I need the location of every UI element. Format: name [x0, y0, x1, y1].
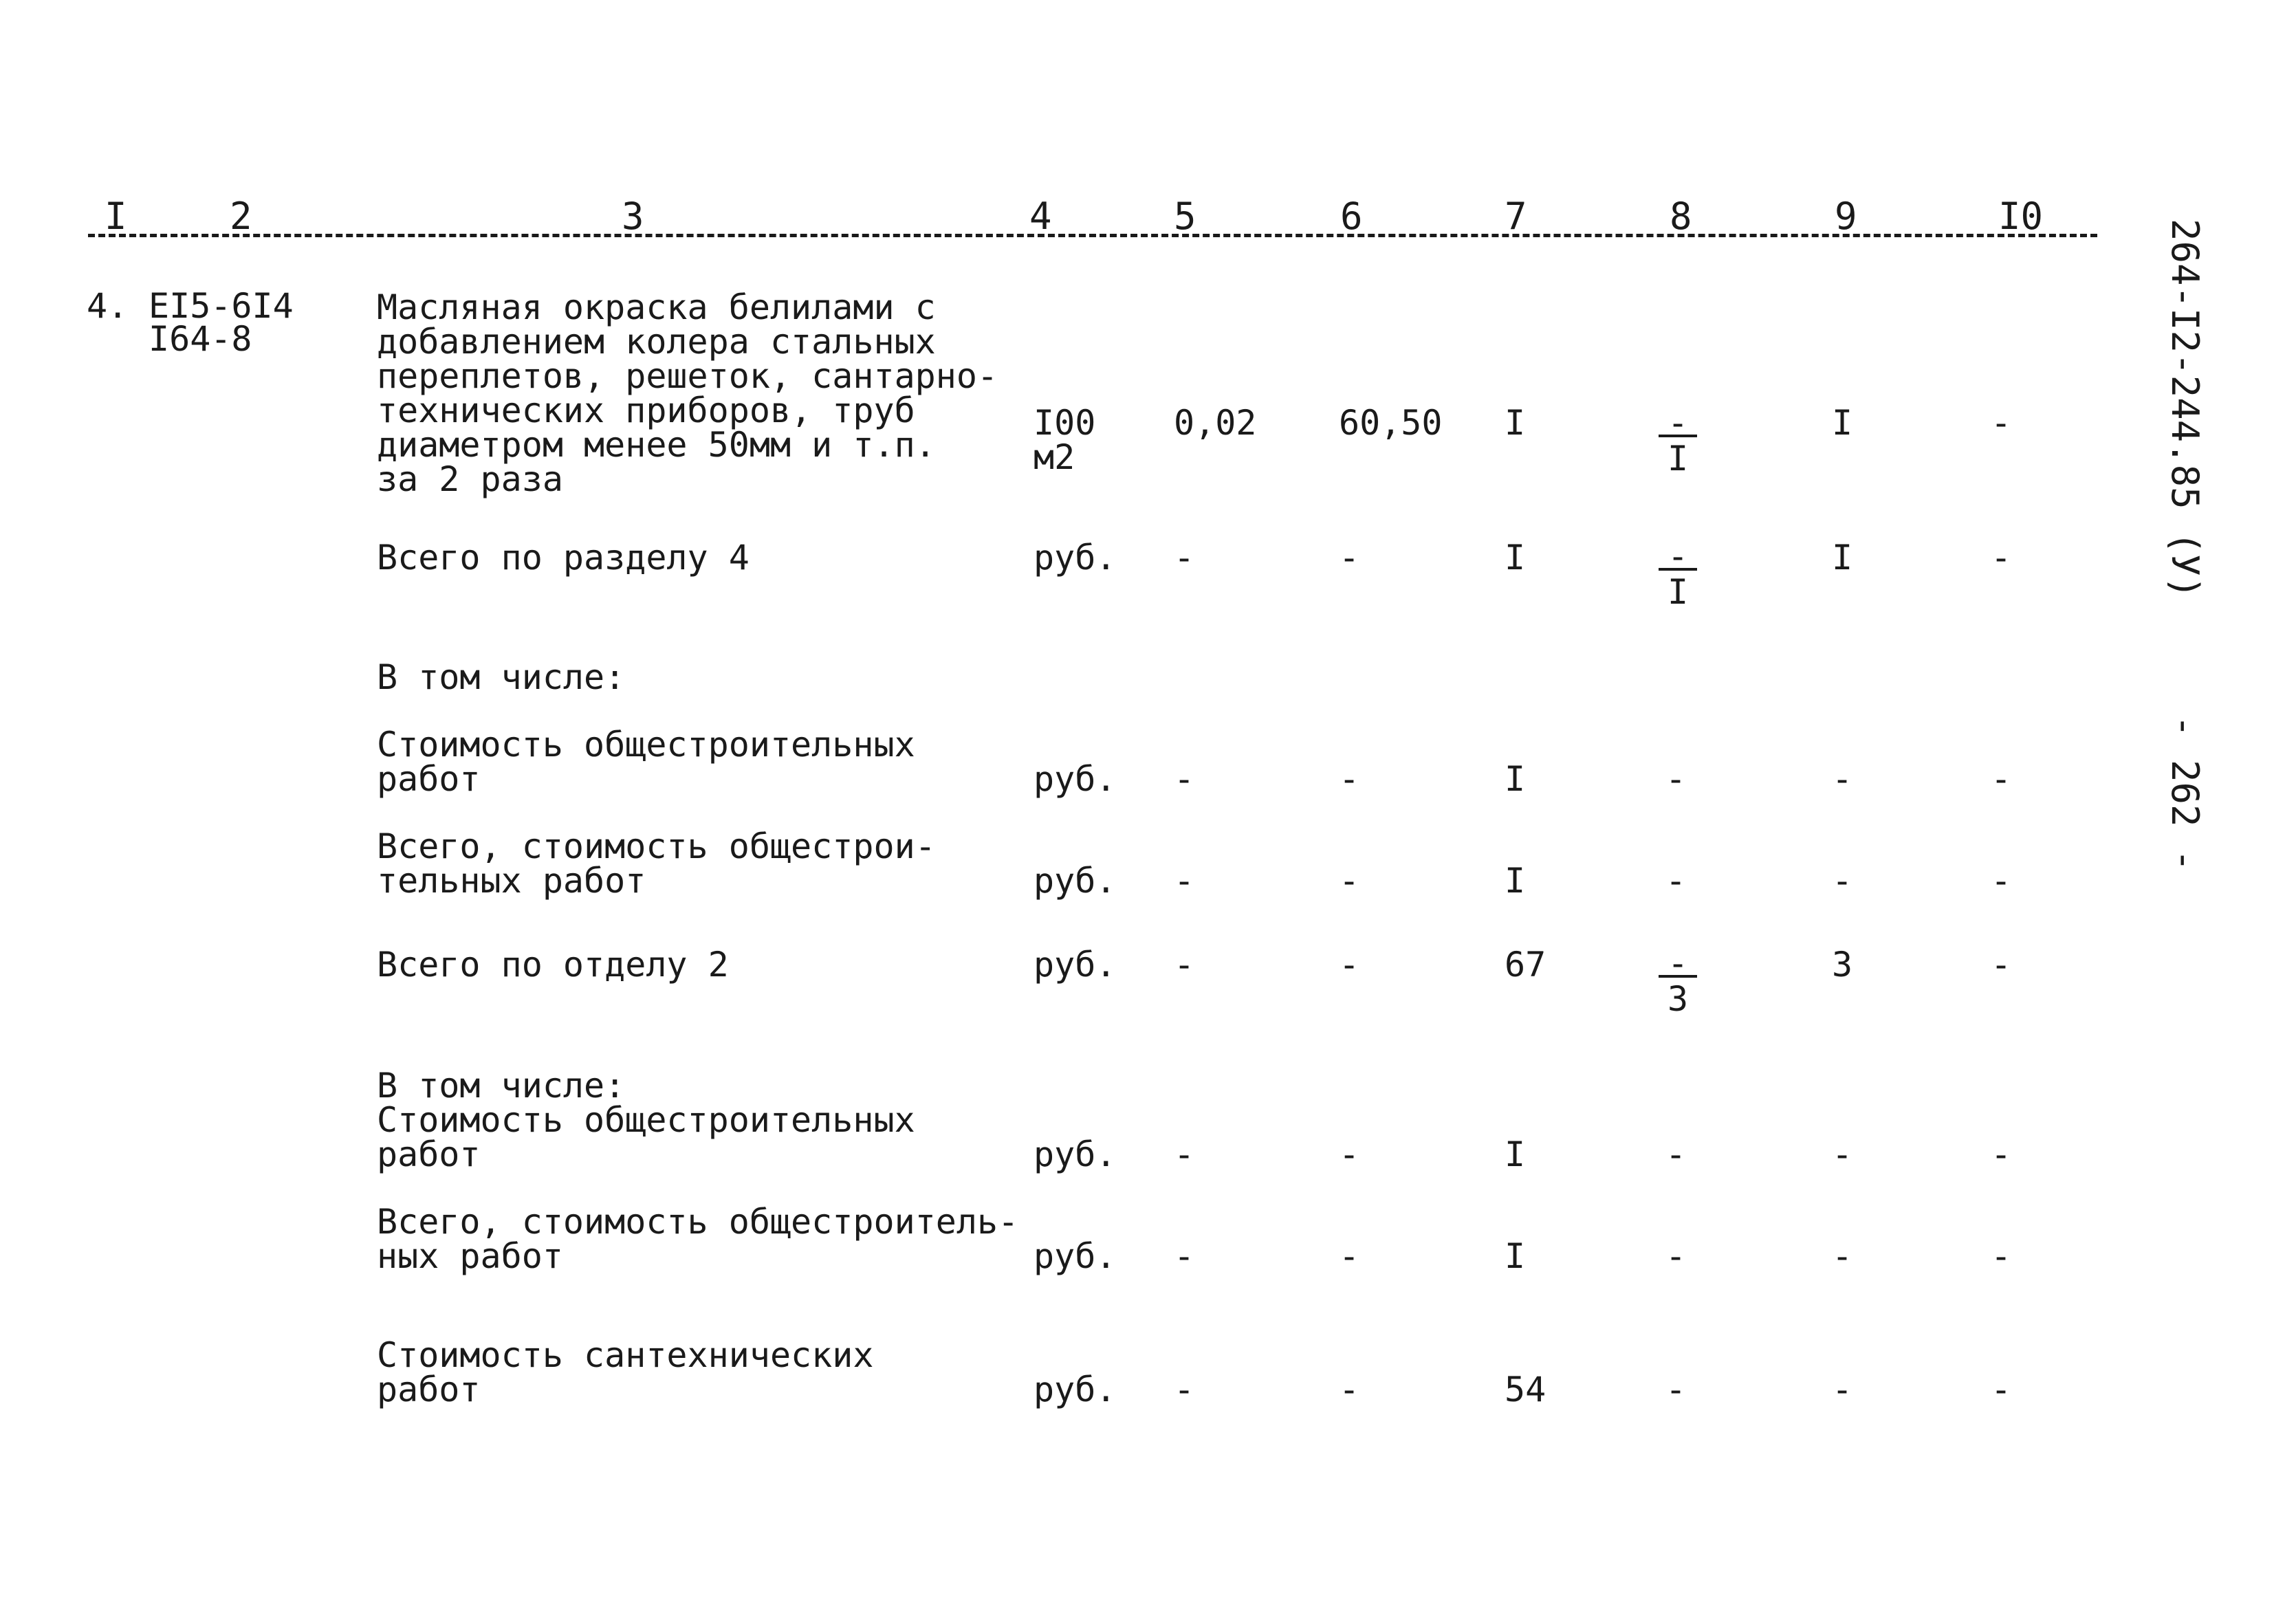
item-quantity: 0,02 — [1174, 403, 1257, 443]
row-cell-10: - — [1991, 1134, 2012, 1174]
item-description-line: добавлением колера стальных — [377, 322, 936, 362]
row-label: Стоимость общестроительных — [377, 1100, 915, 1140]
row-cell-9: - — [1832, 861, 1853, 901]
row-label: Всего по разделу 4 — [377, 538, 750, 578]
row-unit: руб. — [1034, 861, 1117, 901]
column-header-7: 7 — [1505, 195, 1527, 238]
row-cell-7: I — [1505, 1236, 1526, 1276]
row-cell-9: - — [1832, 1134, 1853, 1174]
row-cell-5: - — [1174, 1236, 1195, 1276]
row-cell-8: - — [1665, 1134, 1687, 1174]
row-cell-5: - — [1174, 1370, 1195, 1409]
item-unit: I00 — [1034, 403, 1096, 443]
row-cell-6: - — [1339, 1370, 1360, 1409]
column-header-1: I — [105, 195, 127, 238]
row-label: работ — [377, 1370, 481, 1409]
row-cell-5: - — [1174, 759, 1195, 799]
row-cell-9: - — [1832, 1370, 1853, 1409]
item-unit-sub: м2 — [1034, 437, 1075, 477]
row-cell-5: - — [1174, 1134, 1195, 1174]
row-cell-7: I — [1505, 759, 1526, 799]
row-cell-7: I — [1505, 1134, 1526, 1174]
row-cell-7: 67 — [1505, 945, 1546, 985]
row-unit: руб. — [1034, 945, 1117, 985]
item-cell-10: - — [1991, 403, 2012, 443]
row-label: В том числе: — [377, 657, 626, 697]
row-cell-6: - — [1339, 759, 1360, 799]
row-cell-10: - — [1991, 861, 2012, 901]
item-code-sub: I64-8 — [149, 319, 252, 359]
row-cell-8: - — [1665, 759, 1687, 799]
item-description-line: диаметром менее 50мм и т.п. — [377, 425, 936, 465]
column-header-6: 6 — [1340, 195, 1363, 238]
row-cell-7: 54 — [1505, 1370, 1546, 1409]
item-description-line: переплетов, решеток, сантарно- — [377, 356, 998, 396]
row-cell-9: - — [1832, 759, 1853, 799]
row-cell-6: - — [1339, 945, 1360, 985]
row-cell-6: - — [1339, 1236, 1360, 1276]
row-cell-10: - — [1991, 1236, 2012, 1276]
fraction-numerator: - — [1667, 403, 1689, 443]
row-cell-10: - — [1991, 945, 2012, 985]
row-cell-8: - — [1665, 861, 1687, 901]
document-code: 264-I2-244.85 (У) — [2163, 219, 2207, 599]
row-cell-5: - — [1174, 538, 1195, 578]
row-label: работ — [377, 1134, 481, 1174]
row-label: Всего по отделу 2 — [377, 945, 729, 985]
item-number: 4. — [87, 286, 129, 326]
row-unit: руб. — [1034, 759, 1117, 799]
item-description-line: технических приборов, труб — [377, 391, 915, 430]
row-cell-9: I — [1832, 538, 1853, 578]
row-label: Стоимость общестроительных — [377, 725, 915, 765]
row-cell-6: - — [1339, 538, 1360, 578]
column-header-5: 5 — [1174, 195, 1196, 238]
row-cell-8: - — [1665, 1236, 1687, 1276]
row-cell-5: - — [1174, 861, 1195, 901]
row-cell-8-fraction — [1657, 943, 1698, 1019]
row-cell-9: - — [1832, 1236, 1853, 1276]
row-cell-9: 3 — [1832, 945, 1853, 985]
row-cell-7: I — [1505, 538, 1526, 578]
column-header-8: 8 — [1670, 195, 1692, 238]
row-cell-10: - — [1991, 759, 2012, 799]
item-cell-7: I — [1505, 403, 1526, 443]
column-header-2: 2 — [230, 195, 252, 238]
row-unit: руб. — [1034, 1236, 1117, 1276]
item-description-line: Масляная окраска белилами с — [377, 287, 936, 327]
item-unit-price: 60,50 — [1339, 403, 1443, 443]
row-unit: руб. — [1034, 538, 1117, 578]
item-description-line: за 2 раза — [377, 459, 563, 499]
row-cell-10: - — [1991, 1370, 2012, 1409]
row-cell-8-fraction — [1657, 536, 1698, 612]
header-rule — [88, 234, 2097, 237]
row-cell-10: - — [1991, 538, 2012, 578]
item-cell-8-fraction — [1657, 403, 1698, 479]
row-unit: руб. — [1034, 1134, 1117, 1174]
row-label: В том числе: — [377, 1066, 626, 1106]
row-cell-5: - — [1174, 945, 1195, 985]
row-cell-8: - — [1665, 1370, 1687, 1409]
row-cell-6: - — [1339, 1134, 1360, 1174]
fraction-denominator: I — [1667, 439, 1689, 479]
row-label: Стоимость сантехнических — [377, 1335, 874, 1375]
row-unit: руб. — [1034, 1370, 1117, 1409]
item-cell-9: I — [1832, 403, 1853, 443]
row-label: работ — [377, 759, 481, 799]
column-header-3: 3 — [622, 195, 644, 238]
row-label: Всего, стоимость общестроитель- — [377, 1202, 1019, 1242]
fraction-denominator: 3 — [1667, 979, 1689, 1019]
row-label: тельных работ — [377, 861, 646, 901]
fraction-denominator: I — [1667, 572, 1689, 612]
fraction-numerator: - — [1667, 943, 1689, 983]
column-header-4: 4 — [1029, 195, 1052, 238]
row-cell-6: - — [1339, 861, 1360, 901]
column-header-9: 9 — [1835, 195, 1857, 238]
column-header-10: I0 — [1998, 195, 2044, 238]
fraction-numerator: - — [1667, 536, 1689, 576]
row-label: Всего, стоимость общестрои- — [377, 826, 936, 866]
row-cell-7: I — [1505, 861, 1526, 901]
row-label: ных работ — [377, 1236, 563, 1276]
page-number: - 262 - — [2163, 715, 2207, 872]
item-code: EI5-6I4 — [149, 286, 294, 326]
